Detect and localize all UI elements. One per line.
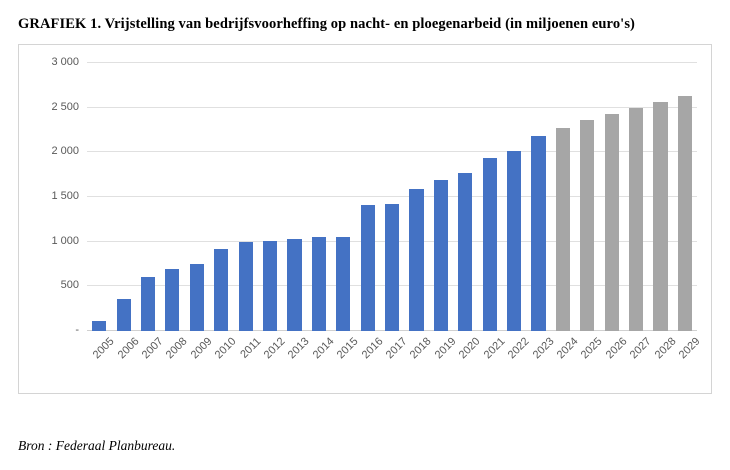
- bar: [629, 108, 643, 331]
- x-axis-tick-label: 2011: [237, 335, 264, 361]
- bar-slot: [331, 63, 361, 362]
- bar-slot: [209, 63, 239, 362]
- bar-slot: [502, 63, 532, 362]
- y-axis-tick-label: 2 500: [51, 100, 79, 113]
- bar-slot: [600, 63, 630, 362]
- bar-slot: [307, 63, 337, 362]
- bar: [190, 264, 204, 331]
- bar-slot: [453, 63, 483, 362]
- bar-series: [87, 63, 703, 362]
- x-axis-tick-label: 2019: [432, 335, 459, 362]
- bar: [385, 204, 399, 331]
- page-title: GRAFIEK 1. Vrijstelling van bedrijfsvoorheffing op nacht- en ploegenarbeid (in miljoenen euro's): [18, 16, 635, 32]
- bar-slot: [258, 63, 288, 362]
- bar: [531, 136, 545, 331]
- y-axis-tick-label: 1 500: [51, 190, 79, 202]
- x-axis-tick-label: 2020: [457, 335, 483, 362]
- bar: [141, 277, 155, 331]
- x-axis-tick-label: 2012: [261, 335, 288, 362]
- x-axis-tick-label: 2026: [603, 335, 630, 362]
- x-axis-tick-label: 2008: [164, 335, 190, 362]
- bar: [287, 239, 301, 331]
- x-axis-tick-label: 2024: [554, 335, 581, 362]
- bar: [409, 189, 423, 331]
- bar: [507, 151, 521, 331]
- bar-slot: [624, 63, 654, 362]
- chart-container: [18, 44, 712, 394]
- bar: [361, 205, 375, 331]
- y-axis-tick-label: 2 000: [51, 145, 79, 158]
- x-axis-tick-label: 2023: [530, 335, 557, 362]
- y-axis-tick-label: 1 000: [51, 234, 79, 247]
- bar: [434, 180, 448, 331]
- x-axis-tick-label: 2010: [213, 335, 239, 362]
- x-axis-tick-label: 2017: [383, 335, 410, 362]
- bar: [458, 173, 472, 331]
- bar: [165, 269, 179, 331]
- bar: [653, 102, 667, 331]
- bar-slot: [282, 63, 313, 362]
- bar-slot: [233, 63, 264, 361]
- x-axis-tick-label: 2018: [408, 335, 435, 362]
- bar-slot: [526, 63, 557, 362]
- bar-slot: [111, 63, 142, 362]
- bar-slot: [160, 63, 190, 362]
- x-axis-tick-label: 2015: [335, 335, 361, 362]
- bar: [92, 321, 106, 331]
- x-axis-tick-label: 2009: [188, 335, 215, 362]
- source-note: Bron : Federaal Planbureau.: [18, 438, 176, 453]
- x-axis-tick-label: 2029: [676, 335, 703, 362]
- x-axis-tick-label: 2027: [627, 335, 654, 362]
- x-axis-tick-label: 2013: [286, 335, 313, 362]
- bar: [336, 237, 350, 331]
- bar: [483, 158, 497, 331]
- bar-slot: [185, 63, 215, 362]
- bar: [678, 96, 692, 331]
- bar-slot: [404, 63, 435, 362]
- bar-slot: [380, 63, 410, 362]
- bar-slot: [575, 63, 605, 362]
- bar-slot: [355, 63, 386, 362]
- x-axis-tick-label: 2016: [359, 335, 386, 362]
- bar-slot: [136, 63, 166, 362]
- bar: [117, 299, 131, 331]
- x-axis-tick-label: 2006: [115, 335, 142, 362]
- y-axis-tick-label: 500: [60, 279, 79, 292]
- bar: [239, 242, 253, 331]
- x-axis-tick-label: 2021: [481, 335, 508, 362]
- bar-slot: [673, 63, 703, 362]
- bar: [580, 120, 594, 331]
- y-axis-tick-label: -: [75, 324, 79, 336]
- x-axis-tick-label: 2014: [310, 335, 337, 362]
- bar-slot: [551, 63, 581, 362]
- y-axis-tick-label: 3 000: [51, 56, 79, 68]
- x-axis-tick-label: 2025: [579, 335, 605, 362]
- x-axis-tick-label: 2005: [90, 335, 117, 362]
- plot-area: [51, 56, 703, 362]
- x-axis-tick-label: 2028: [652, 335, 679, 362]
- x-axis-tick-label: 2007: [139, 335, 166, 362]
- bar: [556, 128, 570, 331]
- bar: [263, 241, 277, 331]
- bar: [605, 114, 619, 331]
- bar-slot: [87, 63, 117, 362]
- bar-slot: [478, 63, 508, 362]
- bar: [214, 249, 228, 331]
- bar-slot: [648, 63, 679, 362]
- bar-slot: [429, 63, 459, 362]
- x-axis-tick-label: 2022: [505, 335, 532, 362]
- bar: [312, 237, 326, 331]
